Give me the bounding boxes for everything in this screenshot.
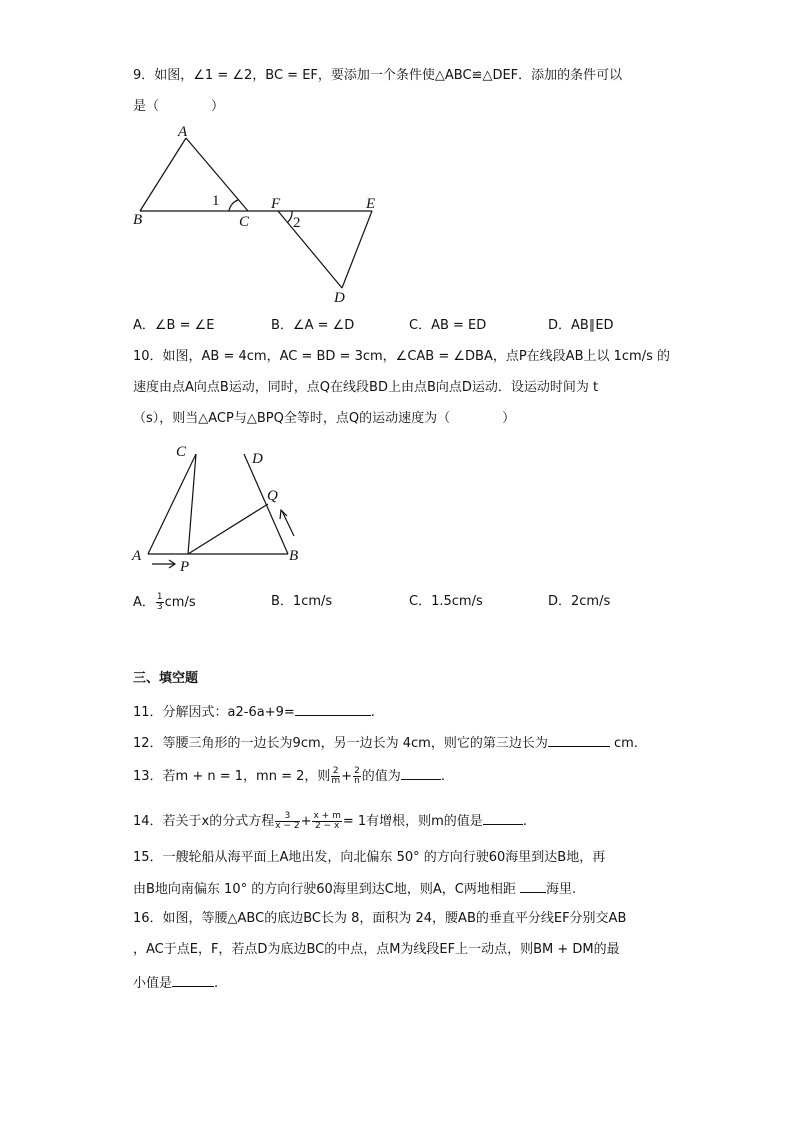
q10-line2: 速度由点A向点B运动，同时，点Q在线段BD上由点B向点D运动．设运动时间为 t <box>133 380 599 395</box>
label-A: A <box>132 548 142 564</box>
q10-option-b[interactable]: B．1cm/s <box>271 594 333 609</box>
q14-fraction-1 <box>275 812 299 831</box>
label-angle1: 1 <box>212 193 220 209</box>
label-F: F <box>271 196 281 212</box>
q10-figure <box>128 440 318 580</box>
q15-line2 <box>133 879 576 899</box>
q10-option-a-unit: cm/s <box>164 595 196 610</box>
q10-option-a-fraction <box>156 593 164 612</box>
q16-line1: 16．如图，等腰△ABC的底边BC长为 8，面积为 24，腰AB的垂直平分线EF分别交AB <box>133 911 627 926</box>
q15-line2-pre: 由B地向南偏东 10° 的方向行驶60海里到达C地，则A，C两地相距 <box>133 882 520 897</box>
q10-option-a-prefix: A． <box>133 595 155 610</box>
q16-line2: ，AC于点E，F，若点D为底边BC的中点，点M为线段EF上一动点，则BM + DM的最 <box>133 942 620 957</box>
q13 <box>133 766 445 786</box>
q16-line3-pre: 小值是 <box>133 976 173 991</box>
q13-f1-num: 2 <box>332 766 339 776</box>
q13-fraction-2 <box>353 767 361 786</box>
label-C: C <box>176 444 187 460</box>
q10-option-a-num: 1 <box>156 592 163 602</box>
label-P: P <box>180 559 190 575</box>
q13-f2-num: 2 <box>354 766 360 776</box>
q10-line3: （s），则当△ACP与△BPQ全等时，点Q的运动速度为（ ） <box>133 411 516 426</box>
q9-line1: 9．如图，∠1 = ∠2，BC = EF，要添加一个条件使△ABC≌△DEF．添加的条件可以 <box>133 68 623 83</box>
q13-f1-den: m <box>331 776 341 786</box>
q9-option-d[interactable]: D．AB∥ED <box>548 318 614 333</box>
label-C: C <box>239 214 250 230</box>
q11-answer-blank[interactable] <box>295 702 371 716</box>
label-Q: Q <box>267 488 278 504</box>
q14-fraction-2 <box>312 812 341 831</box>
q12-answer-blank[interactable] <box>548 733 610 747</box>
q10-option-d[interactable]: D．2cm/s <box>548 594 611 609</box>
q15-answer-blank[interactable] <box>520 879 546 893</box>
q11 <box>133 702 375 722</box>
label-A: A <box>178 124 188 140</box>
q11-end: . <box>370 705 375 720</box>
q13-post: 的值为 <box>361 769 401 784</box>
q9-figure <box>128 120 388 310</box>
q9-option-b[interactable]: B．∠A = ∠D <box>271 318 355 333</box>
q10-option-a-den: 3 <box>156 602 163 612</box>
q16-answer-blank[interactable] <box>172 973 214 987</box>
q14-plus: + <box>300 814 312 829</box>
q14-f2-den: 2 − x <box>315 821 340 831</box>
q13-plus: + <box>341 769 353 784</box>
q15-line1: 15．一艘轮船从海平面上A地出发，向北偏东 50° 的方向行驶60海里到达B地，再 <box>133 850 606 865</box>
q10-line1: 10．如图，AB = 4cm，AC = BD = 3cm，∠CAB = ∠DBA，点P在线段AB上以 1cm/s 的 <box>133 349 670 364</box>
q14-pre: 14．若关于x的分式方程 <box>133 814 275 829</box>
q14 <box>133 811 527 831</box>
q-motion-arrow <box>282 511 294 536</box>
q10-option-a[interactable] <box>133 593 196 612</box>
q14-f2-num: x + m <box>313 811 341 821</box>
label-D: D <box>334 290 345 306</box>
q11-text: 11．分解因式：a2-6a+9= <box>133 705 295 720</box>
label-B: B <box>289 548 299 564</box>
q13-fraction-1 <box>331 767 340 786</box>
section3-title: 三、填空题 <box>133 671 199 686</box>
q9-option-a[interactable]: A．∠B = ∠E <box>133 318 215 333</box>
q13-pre: 13．若m + n = 1，mn = 2，则 <box>133 769 331 784</box>
q9-line2: 是（ ） <box>133 99 225 114</box>
q12-end: cm. <box>609 736 638 751</box>
q14-post: = 1有增根，则m的值是 <box>342 814 483 829</box>
q15-line2-post: 海里. <box>545 882 577 897</box>
q14-answer-blank[interactable] <box>483 811 523 825</box>
q14-f1-num: 3 <box>275 812 299 822</box>
angle1-arc <box>229 200 238 211</box>
q14-end: . <box>522 814 527 829</box>
label-D: D <box>252 451 263 467</box>
q13-answer-blank[interactable] <box>401 766 441 780</box>
label-B: B <box>133 212 143 228</box>
q12-text: 12．等腰三角形的一边长为9cm，另一边长为 4cm，则它的第三边长为 <box>133 736 548 751</box>
q14-f1-den: x − 2 <box>275 821 300 831</box>
angle2-arc <box>288 211 292 222</box>
q16-line3-end: . <box>214 976 219 991</box>
label-angle2: 2 <box>293 215 301 231</box>
q16-line3 <box>133 973 218 993</box>
q12 <box>133 733 638 753</box>
label-E: E <box>366 196 376 212</box>
q13-f2-den: n <box>354 776 360 786</box>
q10-option-c[interactable]: C．1.5cm/s <box>409 594 483 609</box>
q9-option-c[interactable]: C．AB = ED <box>409 318 487 333</box>
q13-end: . <box>440 769 445 784</box>
